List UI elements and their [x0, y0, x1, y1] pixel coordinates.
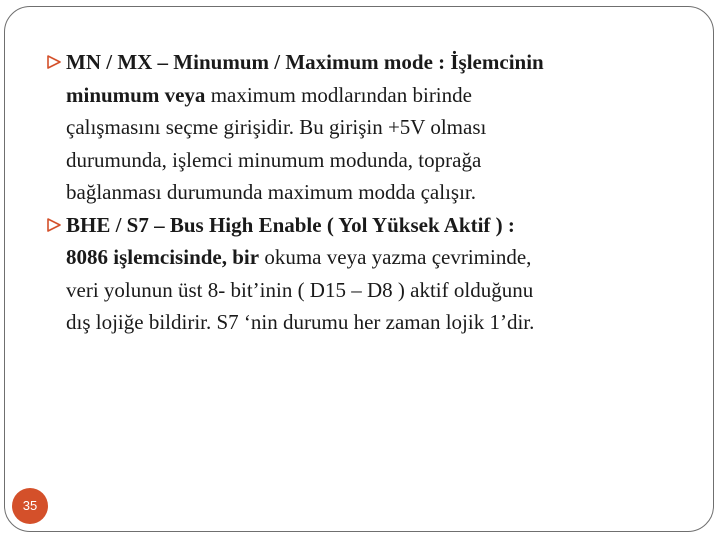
bullet-bold-lead: minumum veya: [66, 82, 206, 107]
bullet-continuation: [66, 79, 686, 112]
bullet-item-bhe-s7: [46, 209, 686, 339]
bullet-line: çalışmasını seçme girişidir. Bu girişin +5V olması: [66, 115, 487, 139]
bullet-heading: BHE / S7 – Bus High Enable ( Yol Yüksek Aktif ) :: [66, 212, 515, 237]
bullet-continuation: [66, 241, 686, 274]
bullet-item-mn-mx: [46, 46, 686, 209]
bullet-heading: MN / MX – Minumum / Maximum mode : İşlemcinin: [66, 50, 544, 74]
bullet-line: bağlanması durumunda maximum modda çalışır.: [66, 180, 477, 204]
bullet-text: [66, 209, 686, 242]
bullet-line: veri yolunun üst 8- bit’inin ( D15 – D8 ) aktif olduğunu: [66, 277, 534, 302]
bullet-line: dış lojiğe bildirir. S7 ‘nin durumu her zaman lojik 1’dir.: [66, 310, 535, 334]
slide-content: [46, 46, 686, 339]
bullet-bold-lead: 8086 işlemcisinde, bir: [66, 245, 260, 269]
triangle-bullet-icon: [46, 218, 62, 232]
bullet-line: durumunda, işlemci minumum modunda, toprağa: [66, 147, 482, 172]
bullet-line: okuma veya yazma çevriminde,: [259, 245, 532, 269]
page-number-badge: 35: [12, 488, 48, 524]
bullet-text: [66, 46, 686, 79]
triangle-bullet-icon: [46, 55, 62, 69]
bullet-line: maximum modlarından birinde: [205, 82, 472, 107]
